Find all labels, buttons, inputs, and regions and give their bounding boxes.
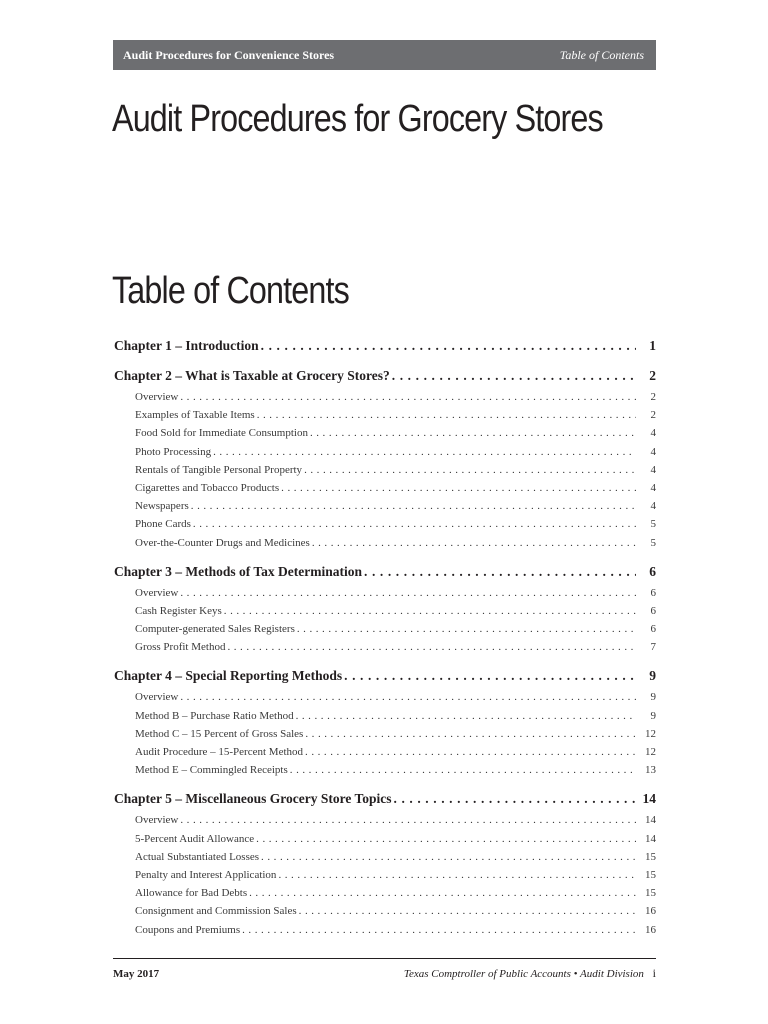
toc-chapter-page: 9 [649, 668, 656, 684]
toc-entry-page: 12 [645, 727, 656, 740]
toc-entry-row[interactable] [114, 725, 656, 743]
toc-chapter [114, 366, 656, 552]
toc-entry-list [114, 811, 656, 938]
toc-entry-label: Cash Register Keys [135, 604, 222, 617]
toc-entry-page: 15 [645, 887, 656, 900]
toc-leader-dots [392, 789, 637, 809]
header-section-title: Table of Contents [559, 47, 644, 62]
toc-leader-dots [247, 884, 636, 902]
toc-chapter-page: 14 [642, 791, 656, 807]
toc-leader-dots [362, 562, 636, 582]
toc-entry-row[interactable] [114, 848, 656, 866]
toc-leader-dots [294, 707, 636, 725]
toc-entry-row[interactable] [114, 388, 656, 406]
toc-entry-page: 6 [650, 604, 656, 617]
toc-entry-row[interactable] [114, 602, 656, 620]
toc-entry-label: Audit Procedure – 15-Percent Method [135, 746, 304, 758]
toc-entry-label: Over-the-Counter Drugs and Medicines [135, 536, 310, 549]
toc-leader-dots [178, 388, 636, 406]
toc-entry-page: 9 [650, 691, 656, 704]
toc-entry-row[interactable] [114, 884, 656, 902]
toc-chapter-page: 6 [649, 563, 656, 579]
toc-leader-dots [259, 848, 636, 866]
toc-leader-dots [288, 761, 636, 779]
toc-leader-dots [295, 620, 636, 638]
toc-entry-page: 15 [645, 850, 656, 863]
toc-leader-dots [191, 515, 636, 533]
toc-entry-row[interactable] [114, 866, 656, 884]
toc-entry-label: Phone Cards [135, 518, 191, 531]
toc-leader-dots [178, 584, 636, 602]
toc-entry-page: 4 [650, 500, 656, 513]
toc-entry-page: 2 [650, 391, 656, 403]
toc-entry-label: 5-Percent Audit Allowance [135, 832, 255, 845]
toc-entry-page: 4 [650, 427, 656, 440]
toc-entry-label: Method B – Purchase Ratio Method [135, 709, 294, 722]
toc-entry-row[interactable] [114, 620, 656, 638]
toc-chapter-page: 1 [649, 338, 656, 353]
toc-entry-row[interactable] [114, 406, 656, 424]
toc-entry-list [114, 584, 656, 657]
toc-chapter [114, 789, 656, 938]
toc-entry-page: 14 [645, 832, 656, 845]
toc-entry-label: Photo Processing [135, 445, 212, 458]
toc-leader-dots [276, 866, 636, 884]
toc-leader-dots [308, 424, 636, 442]
toc-chapter [114, 336, 656, 356]
toc-chapter [114, 562, 656, 657]
toc-entry-label: Penalty and Interest Application [135, 868, 277, 881]
toc-entry-label: Coupons and Premiums [135, 923, 241, 936]
toc-heading: Table of Contents [112, 270, 349, 312]
toc-chapter-row[interactable] [114, 336, 656, 356]
toc-leader-dots [390, 366, 636, 386]
toc-entry-row[interactable] [114, 743, 656, 761]
toc-entry-row[interactable] [114, 584, 656, 602]
toc-entry-label: Newspapers [135, 500, 189, 513]
toc-leader-dots [259, 336, 636, 356]
toc-entry-page: 9 [650, 709, 656, 722]
toc-chapter-title: Chapter 1 – Introduction [114, 338, 259, 353]
toc-entry-page: 13 [645, 764, 656, 777]
toc-entry-label: Actual Substantiated Losses [135, 850, 260, 863]
page-footer [113, 966, 656, 981]
toc-leader-dots [254, 830, 636, 848]
toc-entry-list [114, 688, 656, 779]
toc-entry-label: Overview [135, 391, 179, 403]
toc-entry-page: 14 [645, 814, 656, 827]
header-document-title: Audit Procedures for Convenience Stores [123, 47, 335, 62]
toc-chapter [114, 666, 656, 779]
toc-leader-dots [279, 479, 636, 497]
toc-chapter-title: Chapter 3 – Methods of Tax Determination [114, 563, 362, 579]
toc-entry-page: 6 [650, 586, 656, 599]
toc-entry-page: 16 [645, 905, 656, 918]
table-of-contents [114, 336, 656, 949]
toc-entry-page: 15 [645, 868, 656, 881]
toc-entry-row[interactable] [114, 902, 656, 920]
toc-entry-label: Examples of Taxable Items [135, 409, 255, 422]
footer-page-number: i [652, 966, 656, 980]
toc-entry-row[interactable] [114, 707, 656, 725]
toc-entry-label: Gross Profit Method [135, 641, 226, 654]
toc-entry-row[interactable] [114, 688, 656, 706]
toc-entry-row[interactable] [114, 811, 656, 829]
toc-chapter-row[interactable] [114, 789, 656, 809]
toc-entry-label: Food Sold for Immediate Consumption [135, 427, 308, 440]
running-header [113, 40, 656, 70]
toc-entry-page: 16 [645, 923, 656, 936]
toc-leader-dots [342, 666, 636, 686]
toc-entry-row[interactable] [114, 479, 656, 497]
toc-entry-row[interactable] [114, 515, 656, 533]
toc-entry-row[interactable] [114, 443, 656, 461]
toc-entry-label: Method E – Commingled Receipts [135, 764, 288, 777]
toc-leader-dots [178, 811, 636, 829]
toc-entry-page: 5 [650, 518, 656, 531]
toc-leader-dots [189, 497, 636, 515]
toc-leader-dots [303, 743, 636, 761]
toc-leader-dots [211, 443, 636, 461]
toc-entry-page: 6 [650, 623, 656, 636]
toc-entry-page: 4 [650, 445, 656, 458]
toc-leader-dots [302, 461, 636, 479]
toc-entry-label: Rentals of Tangible Personal Property [135, 463, 303, 476]
toc-chapter-title: Chapter 5 – Miscellaneous Grocery Store Topics [114, 791, 392, 807]
toc-entry-label: Allowance for Bad Debts [135, 887, 248, 900]
toc-chapter-title: Chapter 4 – Special Reporting Methods [114, 668, 343, 684]
toc-entry-row[interactable] [114, 424, 656, 442]
toc-entry-row[interactable] [114, 461, 656, 479]
toc-leader-dots [255, 406, 636, 424]
footer-divider [113, 958, 656, 959]
toc-leader-dots [240, 921, 636, 939]
toc-leader-dots [178, 688, 636, 706]
document-title: Audit Procedures for Grocery Stores [112, 98, 603, 140]
toc-entry-page: 12 [645, 746, 656, 758]
toc-chapter-page: 2 [649, 368, 656, 383]
toc-entry-row[interactable] [114, 638, 656, 656]
toc-entry-label: Cigarettes and Tobacco Products [135, 481, 280, 494]
toc-entry-label: Consignment and Commission Sales [135, 905, 297, 918]
footer-publisher: Texas Comptroller of Public Accounts • Audit Division [403, 968, 644, 980]
toc-entry-label: Overview [135, 586, 179, 599]
toc-chapter-row[interactable] [114, 562, 656, 582]
toc-entry-label: Method C – 15 Percent of Gross Sales [135, 727, 304, 740]
toc-chapter-row[interactable] [114, 666, 656, 686]
toc-entry-page: 4 [650, 481, 656, 494]
toc-leader-dots [222, 602, 636, 620]
toc-leader-dots [310, 534, 636, 552]
toc-leader-dots [303, 725, 636, 743]
toc-entry-row[interactable] [114, 534, 656, 552]
toc-entry-row[interactable] [114, 830, 656, 848]
toc-chapter-title: Chapter 2 – What is Taxable at Grocery Stores? [114, 368, 390, 383]
toc-entry-page: 2 [650, 409, 656, 422]
toc-entry-list [114, 388, 656, 552]
toc-entry-row[interactable] [114, 921, 656, 939]
toc-entry-page: 5 [650, 536, 656, 549]
toc-entry-row[interactable] [114, 497, 656, 515]
toc-entry-label: Overview [135, 814, 179, 827]
toc-entry-label: Overview [135, 691, 179, 704]
toc-leader-dots [297, 902, 636, 920]
toc-entry-page: 4 [650, 463, 656, 476]
toc-leader-dots [225, 638, 636, 656]
toc-chapter-row[interactable] [114, 366, 656, 386]
toc-entry-page: 7 [650, 641, 656, 654]
footer-date: May 2017 [113, 968, 160, 980]
toc-entry-label: Computer-generated Sales Registers [135, 623, 295, 636]
toc-entry-row[interactable] [114, 761, 656, 779]
